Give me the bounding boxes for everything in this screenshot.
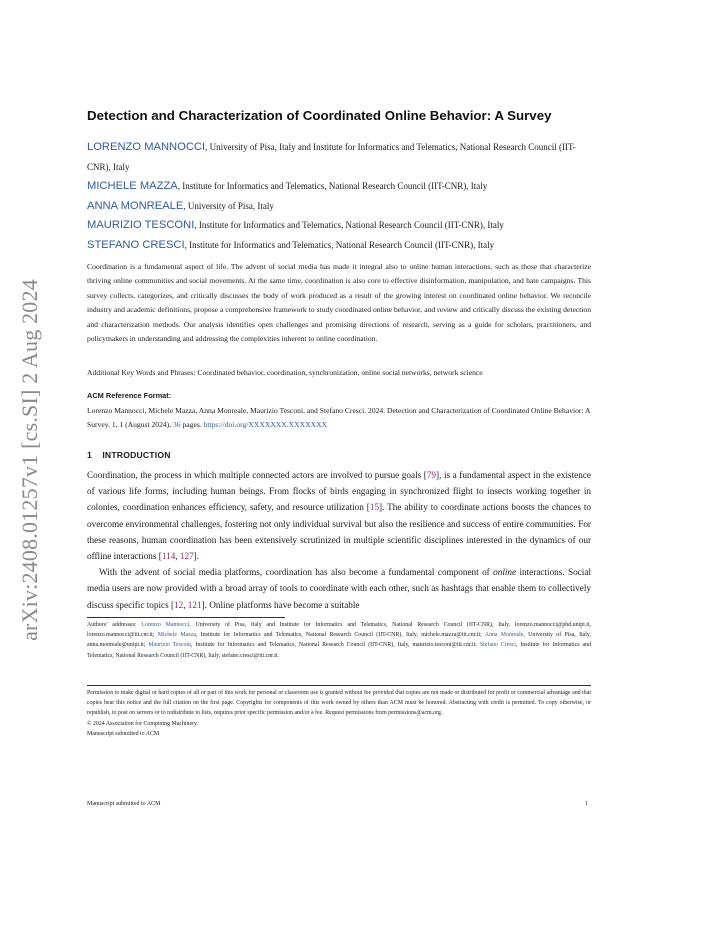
paragraph: Coordination, the process in which multiple connected actors are involved to pursue goals [79], is a fundamental aspect in the existence of various life forms, including human beings. From flocks of birds engaging in synchronized flight to insects working together in colonies, coordination enhances efficiency, safety, and resource utilization [15]. The ability to coordinate actions boosts the chances to overcome environmental challenges, fostering not only individual survival but also the resilience and success of entire communities. For these reasons, human coordination has been extensively scrutinized in multiple scientific disciplines interested in the dynamics of our offline interactions [114, 127].	[87, 470, 591, 562]
author-link[interactable]: Stefano Cresci	[479, 642, 516, 649]
doi-link[interactable]: https://doi.org/XXXXXXX.XXXXXXX	[203, 420, 328, 430]
author-affiliation: , University of Pisa, Italy and Institute for Informatics and Telematics, National Research Council (IIT-CNR), Italy	[87, 142, 576, 172]
author-name: ANNA MONREALE	[87, 199, 184, 212]
keywords: Additional Key Words and Phrases: Coordinated behavior, coordination, synchronization, online social networks, network science	[87, 368, 483, 377]
citation-link[interactable]: 127	[179, 551, 194, 562]
permission-divider	[87, 685, 591, 686]
permission-text: Permission to make digital or hard copies of all or part of this work for personal or classroom use is granted without fee provided that copies are not made or distributed for profit or commercial advantage and that copies bear this notice and the full citation on the first page. Copyrights for components of this work owned by others than ACM must be honored. Abstracting with credit is permitted. To copy otherwise, or republish, to post on servers or to redistribute to lists, requires prior specific permission and/or a fee. Request permissions from permissions@acm.org.	[87, 690, 591, 717]
author-name: MAURIZIO TESCONI	[87, 219, 195, 232]
author-entry	[87, 138, 591, 177]
page-number: 1	[585, 801, 588, 807]
author-entry	[87, 216, 591, 236]
authors-addresses-footnote: Authors’ addresses: Lorenzo Mannocci, University of Pisa, Italy and Institute for Informatics and Telematics, National Research Council (IIT-CNR), Italy, lorenzo.mannocci@phd.unipi.it, lorenzo.mannocci@iit.cnr.it; Michele Mazza, Institute for Informatics and Telematics, National Research Council (IIT-CNR), Italy, michele.mazza@iit.cnr.it; Anna Monreale, University of Pisa, Italy, anna.monreale@unipi.it; Maurizio Tesconi, Institute for Informatics and Telematics, National Research Council (IIT-CNR), Italy, maurizio.tesconi@iit.cnr.it; Stefano Cresci, Institute for Informatics and Telematics, National Research Council (IIT-CNR), Italy, stefano.cresci@iit.cnr.it.	[87, 622, 591, 659]
copyright-line: © 2024 Association for Computing Machinery.	[87, 720, 199, 727]
author-affiliation: , Institute for Informatics and Telematics, National Research Council (IIT-CNR), Italy	[177, 181, 488, 192]
author-entry	[87, 177, 591, 197]
citation-link[interactable]: 121	[187, 599, 202, 610]
author-affiliation: , Institute for Informatics and Telematics, National Research Council (IIT-CNR), Italy	[194, 220, 504, 231]
footnote-divider	[87, 617, 285, 618]
author-affiliation: , Institute for Informatics and Telematics, National Research Council (IIT-CNR), Italy	[184, 239, 495, 250]
permission-notice	[87, 688, 591, 739]
submission-line: Manuscript submitted to ACM	[87, 730, 160, 737]
author-name: LORENZO MANNOCCI	[87, 141, 206, 153]
introduction-body	[87, 467, 591, 613]
citation-link[interactable]: 114	[161, 551, 176, 562]
author-name: MICHELE MAZZA	[87, 180, 178, 193]
author-link[interactable]: Anna Monreale	[484, 632, 524, 639]
page-count-link[interactable]: 36	[173, 420, 181, 430]
author-affiliation: , University of Pisa, Italy	[183, 200, 274, 211]
acm-reference-heading: ACM Reference Format:	[87, 391, 172, 400]
citation-link[interactable]: 79	[426, 470, 437, 480]
section-heading	[87, 450, 591, 460]
section-title: INTRODUCTION	[102, 450, 171, 460]
author-link[interactable]: Lorenzo Mannocci	[141, 622, 190, 628]
author-list	[87, 138, 591, 256]
paper-title: Detection and Characterization of Coordinated Online Behavior: A Survey	[87, 108, 552, 123]
citation-link[interactable]: 12	[174, 599, 184, 610]
paragraph: With the advent of social media platforms, coordination has also become a fundamental component of online interactions. Social media users are now provided with a broad array of tools to coordinate with each other, such as hashtags that enable them to collectively discuss specific topics [12, 121]. Online platforms have become a suitable	[87, 567, 591, 610]
author-entry	[87, 197, 591, 217]
citation-link[interactable]: 15	[369, 502, 380, 513]
running-footer: Manuscript submitted to ACM	[87, 801, 161, 807]
author-link[interactable]: Maurizio Tesconi	[148, 642, 192, 649]
section-number: 1	[87, 450, 92, 460]
author-link[interactable]: Michele Mazza	[157, 632, 197, 639]
author-name: STEFANO CRESCI	[87, 238, 185, 251]
abstract: Coordination is a fundamental aspect of life. The advent of social media has made it integral also to online human interactions, such as those that characterize thriving online communities and social movements. At the same time, coordination is also core to effective disinformation, manipulation, and hate campaigns. This survey collects, categorizes, and critically discusses the body of work produced as a result of the growing interest on coordinated online behavior. We reconcile industry and academic definitions, propose a comprehensive framework to study coordinated online behavior, and review and critically discuss the existing detection and characterization methods. Our analysis identifies open challenges and promising directions of research, serving as a guide for scholars, practitioners, and policymakers in understanding and addressing the complexities inherent to online coordination.	[87, 262, 591, 344]
acm-reference: Lorenzo Mannocci, Michele Mazza, Anna Monreale, Maurizio Tesconi, and Stefano Cresci. 2024. Detection and Characterization of Coordinated Online Behavior: A Survey. 1, 1 (August 2024), 36 pages. https://doi.org/XXXXXXX.XXXXXXX	[87, 406, 591, 430]
author-entry	[87, 236, 591, 256]
arxiv-watermark: arXiv:2408.01257v1 [cs.SI] 2 Aug 2024	[17, 279, 42, 641]
